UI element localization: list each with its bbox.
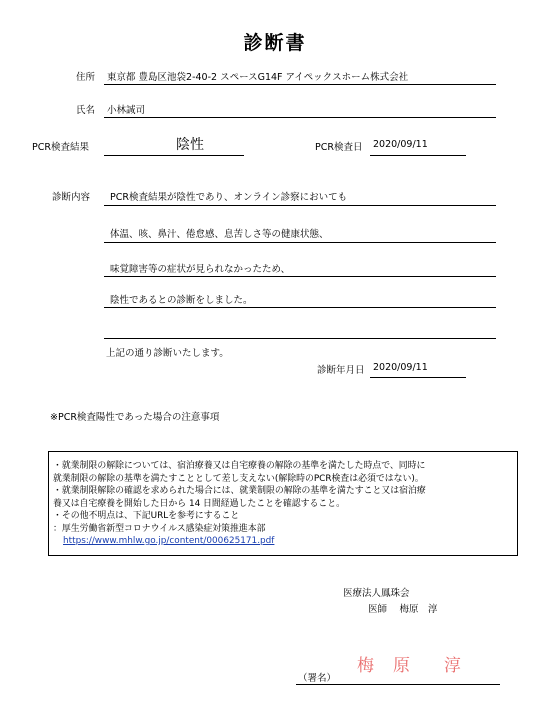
pcr-date-label: PCR検査日 xyxy=(315,142,363,153)
pcr-result-label: PCR検査結果 xyxy=(32,142,89,153)
signature-stamp-char: 原 xyxy=(393,656,410,676)
mhlw-pdf-link[interactable]: https://www.mhlw.go.jp/content/000625171.pdf xyxy=(63,536,275,546)
diagnosis-line: PCR検査結果が陰性であり、オンライン診察においても xyxy=(110,192,348,203)
diagnosis-underline xyxy=(104,205,496,206)
diagnosis-underline xyxy=(104,242,496,243)
notice-line: 就業制限の解除の基準を満たすこととして差し支えない(解除時のPCR検査は必須ではない)。 xyxy=(53,473,424,484)
name-underline xyxy=(104,117,496,118)
pcr-date-underline xyxy=(370,155,466,156)
diagnosis-date-value: 2020/09/11 xyxy=(373,362,428,373)
address-underline xyxy=(104,84,496,85)
document-title: 診断書 xyxy=(243,32,307,54)
diagnosis-date-label: 診断年月日 xyxy=(317,365,365,376)
diagnosis-label: 診断内容 xyxy=(52,192,91,203)
pcr-result-value: 陰性 xyxy=(176,137,204,153)
notice-line: ・その他不明点は、下記URLを参考にすること xyxy=(53,511,240,521)
clinic-name: 医療法人鳳珠会 xyxy=(343,588,410,599)
diagnosis-line: 陰性であるとの診断をしました。 xyxy=(110,295,253,306)
notice-line: ：厚生労働省新型コロナウイルス感染症対策推進本部 xyxy=(53,523,266,534)
notice-line: ・就業制限の解除については、宿泊療養又は自宅療養の解除の基準を満たした時点で、同時に xyxy=(53,461,426,471)
diagnosis-underline xyxy=(104,276,496,277)
address-value: 東京都 豊島区池袋2-40-2 スペースG14F アイペックスホーム株式会社 xyxy=(107,72,409,83)
signature-stamp-char: 梅 xyxy=(357,656,374,676)
notice-line: 養又は自宅療養を開始した日から 14 日間経過したことを確認すること。 xyxy=(53,498,346,509)
name-label: 氏名 xyxy=(76,105,96,116)
signature-label: （署名） xyxy=(298,673,337,684)
diagnosis-underline xyxy=(104,338,496,339)
pcr-result-underline xyxy=(104,155,244,156)
diagnosis-line: 味覚障害等の症状が見られなかったため、 xyxy=(110,264,291,275)
notice-box xyxy=(48,451,518,556)
diagnosis-line: 体温、咳、鼻汁、倦怠感、息苦しさ等の健康状態、 xyxy=(110,229,329,240)
diagnosis-date-underline xyxy=(370,377,466,378)
doctor-name: 医師 梅原 淳 xyxy=(368,604,438,615)
closing-text: 上記の通り診断いたします。 xyxy=(106,348,229,359)
address-label: 住所 xyxy=(76,72,96,83)
notice-line: ・就業制限解除の確認を求められた場合には、就業制限の解除の基準を満たすこと又は宿泊療 xyxy=(53,486,426,496)
name-value: 小林誠司 xyxy=(107,105,146,116)
signature-underline xyxy=(296,684,500,685)
signature-stamp-char: 淳 xyxy=(444,656,461,676)
pcr-date-value: 2020/09/11 xyxy=(373,139,428,150)
diagnosis-underline xyxy=(104,307,496,308)
notice-heading: ※PCR検査陽性であった場合の注意事項 xyxy=(50,412,220,423)
